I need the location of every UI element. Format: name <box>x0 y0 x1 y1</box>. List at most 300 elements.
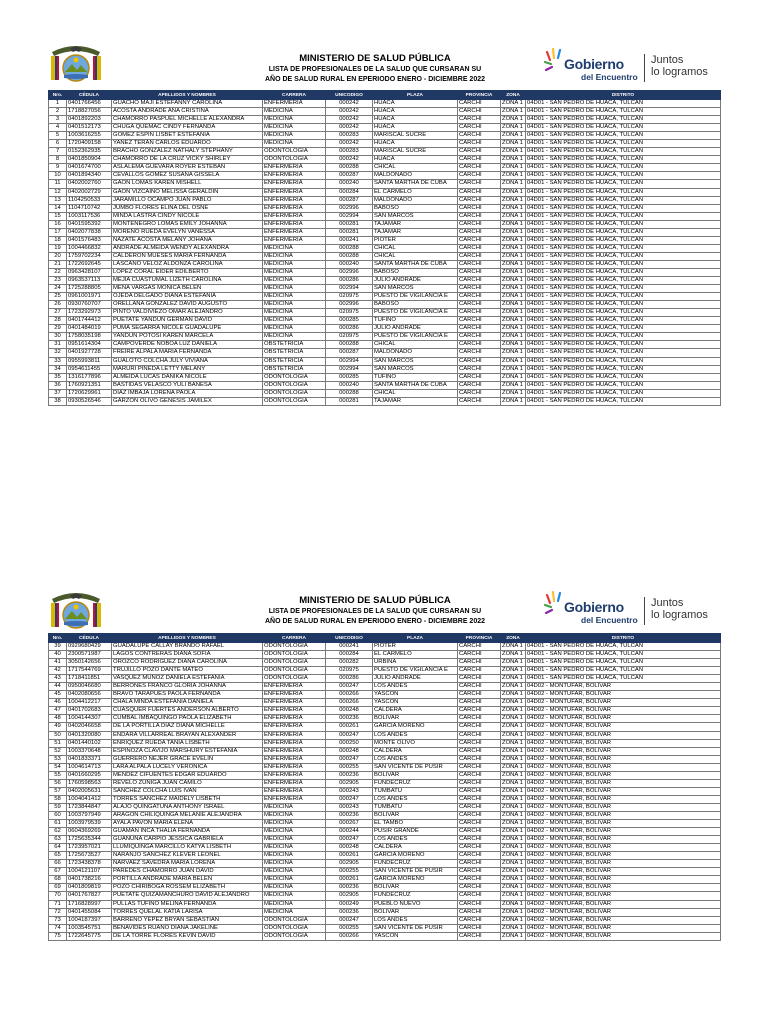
table-row <box>49 397 721 405</box>
table-row <box>49 707 721 715</box>
district-cell: 04D01 - SAN PEDRO DE HUACA, TULCAN <box>526 651 721 659</box>
name-cell: PORTILLA ANDRADE MARIA BELEN <box>112 876 263 884</box>
cedula-cell: 1716828997 <box>67 900 112 908</box>
zone-cell: ZONA 1 <box>501 365 526 373</box>
unicode-cell: 000240 <box>326 260 373 268</box>
province-cell: CARCHI <box>458 397 501 405</box>
zone-cell: ZONA 1 <box>501 715 526 723</box>
document-period: AÑO DE SALUD RURAL EN EPERIODO ENERO - DICIEMBRE 2022 <box>264 618 485 625</box>
province-cell: CARCHI <box>458 204 501 212</box>
district-cell: 04D02 - MONTUFAR, BOLIVAR <box>526 908 721 916</box>
table-row <box>49 908 721 916</box>
professionals-table <box>48 90 721 406</box>
unicode-cell: 000236 <box>326 771 373 779</box>
name-cell: FREIRE ALPALA MARIA FERNANDA <box>112 349 263 357</box>
zone-cell: ZONA 1 <box>501 739 526 747</box>
career-cell: MEDICINA <box>263 132 326 140</box>
col-carrera-header: CARRERA <box>263 634 326 643</box>
zone-cell: ZONA 1 <box>501 675 526 683</box>
unicode-cell: 000284 <box>326 188 373 196</box>
row-number: 56 <box>49 779 67 787</box>
name-cell: LLUMIQUINGA MARCILLO KATYA LISBETH <box>112 844 263 852</box>
unicode-cell: 000286 <box>326 277 373 285</box>
unicode-cell: 000247 <box>326 916 373 924</box>
logo-gobierno-text: Gobierno <box>564 56 624 72</box>
table-row <box>49 357 721 365</box>
name-cell: MEJIA CUASTUMAL LIZETH CAROLINA <box>112 277 263 285</box>
plaza-cell: PUEBLO NUEVO <box>373 900 458 908</box>
plaza-cell: BOLIVAR <box>373 771 458 779</box>
table-row <box>49 651 721 659</box>
province-cell: CARCHI <box>458 884 501 892</box>
province-cell: CARCHI <box>458 373 501 381</box>
plaza-cell: BOLIVAR <box>373 908 458 916</box>
table-header-row <box>49 634 721 643</box>
plaza-cell: CALDERA <box>373 844 458 852</box>
table-row <box>49 349 721 357</box>
career-cell: MEDICINA <box>263 803 326 811</box>
unicode-cell: 000266 <box>326 932 373 940</box>
unicode-cell: 000287 <box>326 349 373 357</box>
district-cell: 04D02 - MONTUFAR, BOLIVAR <box>526 916 721 924</box>
logo-gobierno-text: Gobierno <box>564 599 624 615</box>
district-cell: 04D02 - MONTUFAR, BOLIVAR <box>526 747 721 755</box>
district-cell: 04D01 - SAN PEDRO DE HUACA, TULCAN <box>526 108 721 116</box>
row-number: 73 <box>49 916 67 924</box>
row-number: 62 <box>49 828 67 836</box>
career-cell: OBSTETRICIA <box>263 357 326 365</box>
cedula-cell: 0401674700 <box>67 164 112 172</box>
unicode-cell: 020975 <box>326 667 373 675</box>
ministry-title: MINISTERIO DE SALUD PÚBLICA <box>299 53 451 64</box>
row-number: 15 <box>49 212 67 220</box>
name-cell: GUAMAN INCA THALIA FERNANDA <box>112 828 263 836</box>
row-number: 53 <box>49 755 67 763</box>
cedula-cell: 0963428107 <box>67 268 112 276</box>
ministry-title: MINISTERIO DE SALUD PÚBLICA <box>299 595 451 606</box>
career-cell: MEDICINA <box>263 820 326 828</box>
zone-cell: ZONA 1 <box>501 285 526 293</box>
province-cell: CARCHI <box>458 341 501 349</box>
province-cell: CARCHI <box>458 659 501 667</box>
row-number: 75 <box>49 932 67 940</box>
unicode-cell: 000236 <box>326 884 373 892</box>
district-cell: 04D01 - SAN PEDRO DE HUACA, TULCAN <box>526 301 721 309</box>
cedula-cell: 1723957021 <box>67 844 112 852</box>
zone-cell: ZONA 1 <box>501 820 526 828</box>
career-cell: MEDICINA <box>263 884 326 892</box>
row-number: 25 <box>49 293 67 301</box>
province-cell: CARCHI <box>458 148 501 156</box>
career-cell: ENFERMERÍA <box>263 731 326 739</box>
name-cell: PUMA SEGARRA NICOLE GUADALUPE <box>112 325 263 333</box>
row-number: 21 <box>49 260 67 268</box>
cedula-cell: 0401484019 <box>67 325 112 333</box>
career-cell: MEDICINA <box>263 268 326 276</box>
name-cell: BRAVO TARAPUES PAOLA FERNANDA <box>112 691 263 699</box>
row-number: 43 <box>49 675 67 683</box>
career-cell: MEDICINA <box>263 900 326 908</box>
plaza-cell: PIOTER <box>373 236 458 244</box>
province-cell: CARCHI <box>458 755 501 763</box>
document-page-1 <box>0 0 768 510</box>
zone-cell: ZONA 1 <box>501 779 526 787</box>
row-number: 65 <box>49 852 67 860</box>
district-cell: 04D01 - SAN PEDRO DE HUACA, TULCAN <box>526 244 721 252</box>
name-cell: OROZCO RODRIGUEZ DIANA CAROLINA <box>112 659 263 667</box>
plaza-cell: LOS ANDES <box>373 795 458 803</box>
career-cell: OBSTETRICIA <box>263 365 326 373</box>
zone-cell: ZONA 1 <box>501 924 526 932</box>
unicode-cell: 000247 <box>326 755 373 763</box>
cedula-cell: 1723438378 <box>67 860 112 868</box>
plaza-cell: MARISCAL SUCRE <box>373 132 458 140</box>
career-cell: MEDICINA <box>263 811 326 819</box>
table-row <box>49 852 721 860</box>
cedula-cell: 1723844847 <box>67 803 112 811</box>
zone-cell: ZONA 1 <box>501 876 526 884</box>
plaza-cell: LOS ANDES <box>373 916 458 924</box>
career-cell: MEDICINA <box>263 309 326 317</box>
zone-cell: ZONA 1 <box>501 932 526 940</box>
professionals-table <box>48 633 721 941</box>
province-cell: CARCHI <box>458 357 501 365</box>
career-cell: ENFERMERÍA <box>263 228 326 236</box>
unicode-cell: 000255 <box>326 763 373 771</box>
table-row <box>49 212 721 220</box>
district-cell: 04D01 - SAN PEDRO DE HUACA, TULCAN <box>526 293 721 301</box>
logo-slogan <box>651 597 708 621</box>
unicode-cell: 000242 <box>326 108 373 116</box>
province-cell: CARCHI <box>458 381 501 389</box>
career-cell: MEDICINA <box>263 333 326 341</box>
career-cell: ENFERMERÍA <box>263 763 326 771</box>
zone-cell: ZONA 1 <box>501 643 526 651</box>
province-cell: CARCHI <box>458 691 501 699</box>
table-row <box>49 164 721 172</box>
table-row <box>49 659 721 667</box>
zone-cell: ZONA 1 <box>501 116 526 124</box>
name-cell: ARAGON CHILIQUINGA MELANIE ALEJANDRA <box>112 811 263 819</box>
cedula-cell: 0930760707 <box>67 301 112 309</box>
unicode-cell: 002994 <box>326 365 373 373</box>
province-cell: CARCHI <box>458 707 501 715</box>
district-cell: 04D02 - MONTUFAR, BOLIVAR <box>526 707 721 715</box>
cedula-cell: 0152362935 <box>67 148 112 156</box>
table-header-row <box>49 91 721 100</box>
district-cell: 04D02 - MONTUFAR, BOLIVAR <box>526 723 721 731</box>
unicode-cell: 000286 <box>326 325 373 333</box>
gobierno-logo <box>543 48 723 88</box>
unicode-cell: 000281 <box>326 397 373 405</box>
table-row <box>49 811 721 819</box>
district-cell: 04D01 - SAN PEDRO DE HUACA, TULCAN <box>526 389 721 397</box>
province-cell: CARCHI <box>458 180 501 188</box>
district-cell: 04D01 - SAN PEDRO DE HUACA, TULCAN <box>526 373 721 381</box>
cedula-cell: 0402005631 <box>67 787 112 795</box>
career-cell: MEDICINA <box>263 124 326 132</box>
row-number: 9 <box>49 164 67 172</box>
district-cell: 04D02 - MONTUFAR, BOLIVAR <box>526 739 721 747</box>
district-cell: 04D01 - SAN PEDRO DE HUACA, TULCAN <box>526 132 721 140</box>
cedula-cell: 1759702234 <box>67 252 112 260</box>
province-cell: CARCHI <box>458 309 501 317</box>
row-number: 58 <box>49 795 67 803</box>
district-cell: 04D01 - SAN PEDRO DE HUACA, TULCAN <box>526 180 721 188</box>
name-cell: TORRES SANCHEZ MAIDELY LISBETH <box>112 795 263 803</box>
unicode-cell: 000261 <box>326 723 373 731</box>
name-cell: GAON VIZCAINO MELISSA GERALDIN <box>112 188 263 196</box>
career-cell: ENFERMERÍA <box>263 172 326 180</box>
name-cell: NARANJO SANCHEZ KLEVER LEONEL <box>112 852 263 860</box>
district-cell: 04D01 - SAN PEDRO DE HUACA, TULCAN <box>526 675 721 683</box>
table-row <box>49 675 721 683</box>
plaza-cell: FUNDECRUZ <box>373 892 458 900</box>
zone-cell: ZONA 1 <box>501 828 526 836</box>
name-cell: JUMBO FLORES ELINA DEL OSNE <box>112 204 263 212</box>
name-cell: ANDRADE ALMEIDA WENDY ALEXANDRA <box>112 244 263 252</box>
career-cell: ODONTOLOGÍA <box>263 916 326 924</box>
district-cell: 04D01 - SAN PEDRO DE HUACA, TULCAN <box>526 236 721 244</box>
career-cell: MEDICINA <box>263 908 326 916</box>
row-number: 20 <box>49 252 67 260</box>
province-cell: CARCHI <box>458 285 501 293</box>
district-cell: 04D01 - SAN PEDRO DE HUACA, TULCAN <box>526 260 721 268</box>
unicode-cell: 000247 <box>326 731 373 739</box>
career-cell: ENFERMERÍA <box>263 188 326 196</box>
unicode-cell: 000236 <box>326 811 373 819</box>
career-cell: OBSTETRICIA <box>263 341 326 349</box>
province-cell: CARCHI <box>458 852 501 860</box>
career-cell: ODONTOLOGÍA <box>263 148 326 156</box>
province-cell: CARCHI <box>458 293 501 301</box>
province-cell: CARCHI <box>458 803 501 811</box>
row-number: 40 <box>49 651 67 659</box>
career-cell: MEDICINA <box>263 293 326 301</box>
row-number: 63 <box>49 836 67 844</box>
zone-cell: ZONA 1 <box>501 803 526 811</box>
cedula-cell: 0402080656 <box>67 691 112 699</box>
career-cell: MEDICINA <box>263 836 326 844</box>
zone-cell: ZONA 1 <box>501 293 526 301</box>
cedula-cell: 0402077838 <box>67 228 112 236</box>
province-cell: CARCHI <box>458 916 501 924</box>
logo-slogan-line1: Juntos <box>651 597 684 609</box>
cedula-cell: 0604369269 <box>67 828 112 836</box>
district-cell: 04D02 - MONTUFAR, BOLIVAR <box>526 860 721 868</box>
cedula-cell: 0401576483 <box>67 236 112 244</box>
zone-cell: ZONA 1 <box>501 683 526 691</box>
unicode-cell: 000249 <box>326 900 373 908</box>
province-cell: CARCHI <box>458 236 501 244</box>
career-cell: ODONTOLOGÍA <box>263 643 326 651</box>
province-cell: CARCHI <box>458 643 501 651</box>
col-nombres-header: APELLIDOS Y NOMBRES <box>112 634 263 643</box>
district-cell: 04D01 - SAN PEDRO DE HUACA, TULCAN <box>526 325 721 333</box>
province-cell: CARCHI <box>458 389 501 397</box>
plaza-cell: TUFIÑO <box>373 373 458 381</box>
title-block <box>200 53 550 85</box>
cedula-cell: 0401850904 <box>67 156 112 164</box>
district-cell: 04D01 - SAN PEDRO DE HUACA, TULCAN <box>526 285 721 293</box>
row-number: 47 <box>49 707 67 715</box>
plaza-cell: CHICAL <box>373 252 458 260</box>
zone-cell: ZONA 1 <box>501 317 526 325</box>
zone-cell: ZONA 1 <box>501 140 526 148</box>
name-cell: CHALA MINDA ESTEFANIA DANIELA <box>112 699 263 707</box>
name-cell: CUASQUER FUERTES ANDERSON ALBERTO <box>112 707 263 715</box>
cedula-cell: 0963537113 <box>67 277 112 285</box>
zone-cell: ZONA 1 <box>501 277 526 285</box>
province-cell: CARCHI <box>458 244 501 252</box>
zone-cell: ZONA 1 <box>501 787 526 795</box>
zone-cell: ZONA 1 <box>501 651 526 659</box>
cedula-cell: 0401738216 <box>67 876 112 884</box>
name-cell: ASLALEMA GUEVARA ROYER ESTEBAN <box>112 164 263 172</box>
unicode-cell: 020975 <box>326 333 373 341</box>
district-cell: 04D02 - MONTUFAR, BOLIVAR <box>526 699 721 707</box>
unicode-cell: 000284 <box>326 651 373 659</box>
province-cell: CARCHI <box>458 932 501 940</box>
plaza-cell: PUESTO DE VIGILANCIA E <box>373 333 458 341</box>
zone-cell: ZONA 1 <box>501 252 526 260</box>
career-cell: MEDICINA <box>263 844 326 852</box>
table-row <box>49 309 721 317</box>
province-cell: CARCHI <box>458 900 501 908</box>
district-cell: 04D01 - SAN PEDRO DE HUACA, TULCAN <box>526 659 721 667</box>
province-cell: CARCHI <box>458 164 501 172</box>
zone-cell: ZONA 1 <box>501 108 526 116</box>
district-cell: 04D01 - SAN PEDRO DE HUACA, TULCAN <box>526 667 721 675</box>
row-number: 19 <box>49 244 67 252</box>
zone-cell: ZONA 1 <box>501 836 526 844</box>
cedula-cell: 1723292973 <box>67 309 112 317</box>
cedula-cell: 1104710742 <box>67 204 112 212</box>
zone-cell: ZONA 1 <box>501 795 526 803</box>
career-cell: ENFERMERÍA <box>263 747 326 755</box>
table-row <box>49 228 721 236</box>
career-cell: MEDICINA <box>263 317 326 325</box>
cedula-cell: 1003797949 <box>67 811 112 819</box>
plaza-cell: SAN MARCOS <box>373 365 458 373</box>
unicode-cell: 000261 <box>326 876 373 884</box>
name-cell: GARZON OLIVO GENESIS JAMILEX <box>112 397 263 405</box>
row-number: 55 <box>49 771 67 779</box>
row-number: 61 <box>49 820 67 828</box>
province-cell: CARCHI <box>458 252 501 260</box>
plaza-cell: YASCON <box>373 932 458 940</box>
career-cell: ODONTOLOGÍA <box>263 389 326 397</box>
unicode-cell: 000288 <box>326 252 373 260</box>
district-cell: 04D01 - SAN PEDRO DE HUACA, TULCAN <box>526 309 721 317</box>
col-nro-header: Nro. <box>49 91 67 100</box>
table-row <box>49 244 721 252</box>
cedula-cell: 1003545751 <box>67 924 112 932</box>
province-cell: CARCHI <box>458 731 501 739</box>
table-row <box>49 124 721 132</box>
unicode-cell: 000286 <box>326 675 373 683</box>
career-cell: ENFERMERÍA <box>263 771 326 779</box>
row-number: 39 <box>49 643 67 651</box>
career-cell: ENFERMERÍA <box>263 212 326 220</box>
unicode-cell: 000267 <box>326 820 373 828</box>
table-row <box>49 795 721 803</box>
cedula-cell: 0401766456 <box>67 100 112 108</box>
name-cell: CUMBAL IMBAQUINGO PAOLA ELIZABETH <box>112 715 263 723</box>
name-cell: BRACHO GONZALEZ NATHALY STEPHANY <box>112 148 263 156</box>
name-cell: ENDARA VILLARREAL BRAYAN ALEXANDER <box>112 731 263 739</box>
name-cell: MARURI PINEDA LETTY MELANY <box>112 365 263 373</box>
unicode-cell: 002996 <box>326 268 373 276</box>
cedula-cell: 0402002729 <box>67 188 112 196</box>
career-cell: ENFERMERÍA <box>263 180 326 188</box>
zone-cell: ZONA 1 <box>501 148 526 156</box>
zone-cell: ZONA 1 <box>501 723 526 731</box>
row-number: 41 <box>49 659 67 667</box>
row-number: 70 <box>49 892 67 900</box>
career-cell: ENFERMERÍA <box>263 691 326 699</box>
plaza-cell: PUESTO DE VIGILANCIA E <box>373 667 458 675</box>
row-number: 45 <box>49 691 67 699</box>
table-row <box>49 876 721 884</box>
plaza-cell: TAJAMAR <box>373 397 458 405</box>
zone-cell: ZONA 1 <box>501 204 526 212</box>
unicode-cell: 000283 <box>326 132 373 140</box>
unicode-cell: 000288 <box>326 389 373 397</box>
province-cell: CARCHI <box>458 811 501 819</box>
name-cell: CHUGA QUEMAC CINDY FERNANDA <box>112 124 263 132</box>
zone-cell: ZONA 1 <box>501 132 526 140</box>
cedula-cell: 0930526546 <box>67 397 112 405</box>
district-cell: 04D02 - MONTUFAR, BOLIVAR <box>526 731 721 739</box>
cedula-cell: 0401512173 <box>67 124 112 132</box>
row-number: 59 <box>49 803 67 811</box>
logo-slogan-line1: Juntos <box>651 54 684 66</box>
district-cell: 04D01 - SAN PEDRO DE HUACA, TULCAN <box>526 317 721 325</box>
career-cell: ENFERMERÍA <box>263 795 326 803</box>
row-number: 51 <box>49 739 67 747</box>
district-cell: 04D01 - SAN PEDRO DE HUACA, TULCAN <box>526 365 721 373</box>
district-cell: 04D01 - SAN PEDRO DE HUACA, TULCAN <box>526 116 721 124</box>
district-cell: 04D01 - SAN PEDRO DE HUACA, TULCAN <box>526 156 721 164</box>
row-number: 27 <box>49 309 67 317</box>
province-cell: CARCHI <box>458 908 501 916</box>
district-cell: 04D01 - SAN PEDRO DE HUACA, TULCAN <box>526 172 721 180</box>
cedula-cell: 1760921351 <box>67 381 112 389</box>
row-number: 32 <box>49 349 67 357</box>
career-cell: ODONTOLOGÍA <box>263 381 326 389</box>
row-number: 31 <box>49 341 67 349</box>
row-number: 5 <box>49 132 67 140</box>
cedula-cell: 1725635344 <box>67 836 112 844</box>
province-cell: CARCHI <box>458 699 501 707</box>
name-cell: SANCHEZ COLCHA LUIS IVAN <box>112 787 263 795</box>
table-row <box>49 683 721 691</box>
zone-cell: ZONA 1 <box>501 180 526 188</box>
unicode-cell: 000236 <box>326 715 373 723</box>
table-row <box>49 116 721 124</box>
row-number: 11 <box>49 180 67 188</box>
district-cell: 04D02 - MONTUFAR, BOLIVAR <box>526 836 721 844</box>
unicode-cell: 000255 <box>326 868 373 876</box>
table-row <box>49 828 721 836</box>
province-cell: CARCHI <box>458 349 501 357</box>
table-row <box>49 667 721 675</box>
document-period: AÑO DE SALUD RURAL EN EPERIODO ENERO - DICIEMBRE 2022 <box>264 76 485 83</box>
unicode-cell: 000236 <box>326 908 373 916</box>
district-cell: 04D01 - SAN PEDRO DE HUACA, TULCAN <box>526 212 721 220</box>
plaza-cell: CHICAL <box>373 389 458 397</box>
